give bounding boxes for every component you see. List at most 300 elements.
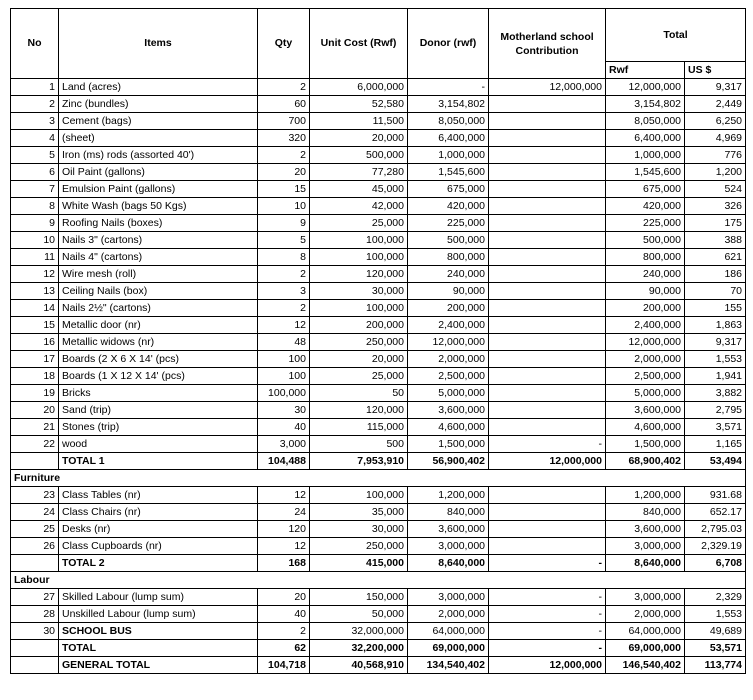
cell-donor: 2,000,000 (408, 351, 489, 368)
cell-qty: 9 (258, 215, 310, 232)
cell-unit-cost: 100,000 (310, 300, 408, 317)
cell-rwf: 146,540,402 (606, 657, 685, 674)
cell-rwf: 90,000 (606, 283, 685, 300)
cell-no: 27 (11, 589, 59, 606)
cell-rwf: 1,500,000 (606, 436, 685, 453)
cell-usd: 53,571 (685, 640, 746, 657)
cell-motherland (489, 283, 606, 300)
cell-no: 20 (11, 402, 59, 419)
cell-item: Cement (bags) (59, 113, 258, 130)
cell-item: Bricks (59, 385, 258, 402)
cell-no: 28 (11, 606, 59, 623)
cell-qty: 10 (258, 198, 310, 215)
cell-qty: 2 (258, 79, 310, 96)
cell-usd: 931.68 (685, 487, 746, 504)
table-row (11, 623, 746, 640)
cell-motherland (489, 521, 606, 538)
cell-rwf: 2,500,000 (606, 368, 685, 385)
cell-rwf: 2,000,000 (606, 606, 685, 623)
cell-qty: 700 (258, 113, 310, 130)
cell-donor: 8,050,000 (408, 113, 489, 130)
cell-donor: 3,600,000 (408, 402, 489, 419)
cell-motherland (489, 198, 606, 215)
cell-motherland (489, 385, 606, 402)
cell-usd: 6,708 (685, 555, 746, 572)
cell-usd: 4,969 (685, 130, 746, 147)
cell-motherland (489, 113, 606, 130)
cell-rwf: 4,600,000 (606, 419, 685, 436)
cell-qty: 100 (258, 368, 310, 385)
cell-qty: 12 (258, 538, 310, 555)
cell-unit-cost: 200,000 (310, 317, 408, 334)
cell-qty: 62 (258, 640, 310, 657)
cell-usd: 1,941 (685, 368, 746, 385)
cell-motherland (489, 419, 606, 436)
cell-unit-cost: 120,000 (310, 402, 408, 419)
cell-no (11, 555, 59, 572)
cell-no: 30 (11, 623, 59, 640)
cell-usd: 2,795 (685, 402, 746, 419)
cell-motherland (489, 334, 606, 351)
cell-no: 24 (11, 504, 59, 521)
cell-item: Class Chairs (nr) (59, 504, 258, 521)
cell-motherland (489, 164, 606, 181)
cell-motherland (489, 147, 606, 164)
cell-donor: 240,000 (408, 266, 489, 283)
table-row (11, 181, 746, 198)
cell-donor: 1,000,000 (408, 147, 489, 164)
cell-qty: 2 (258, 266, 310, 283)
cell-usd: 524 (685, 181, 746, 198)
cell-no: 16 (11, 334, 59, 351)
cell-rwf: 5,000,000 (606, 385, 685, 402)
cell-qty: 2 (258, 300, 310, 317)
table-row (11, 164, 746, 181)
cell-unit-cost: 35,000 (310, 504, 408, 521)
cell-unit-cost: 11,500 (310, 113, 408, 130)
cell-usd: 3,571 (685, 419, 746, 436)
cell-qty: 24 (258, 504, 310, 521)
table-row (11, 130, 746, 147)
cell-motherland (489, 300, 606, 317)
cell-unit-cost: 100,000 (310, 232, 408, 249)
section-row (11, 470, 746, 487)
table-row (11, 521, 746, 538)
cell-usd: 6,250 (685, 113, 746, 130)
cell-unit-cost: 40,568,910 (310, 657, 408, 674)
cell-donor: 69,000,000 (408, 640, 489, 657)
cell-unit-cost: 20,000 (310, 351, 408, 368)
cell-no: 22 (11, 436, 59, 453)
table-row (11, 606, 746, 623)
cell-unit-cost: 42,000 (310, 198, 408, 215)
cell-unit-cost: 115,000 (310, 419, 408, 436)
table-row (11, 249, 746, 266)
cell-qty: 104,488 (258, 453, 310, 470)
table-row (11, 351, 746, 368)
cell-unit-cost: 52,580 (310, 96, 408, 113)
cell-donor: 1,500,000 (408, 436, 489, 453)
cell-motherland (489, 232, 606, 249)
cell-qty: 40 (258, 606, 310, 623)
section-label: Labour (11, 572, 746, 589)
cell-qty: 60 (258, 96, 310, 113)
cell-usd: 175 (685, 215, 746, 232)
cell-item: TOTAL 2 (59, 555, 258, 572)
cell-donor: 4,600,000 (408, 419, 489, 436)
cell-qty: 3,000 (258, 436, 310, 453)
table-row (11, 266, 746, 283)
cell-donor: 420,000 (408, 198, 489, 215)
cell-qty: 320 (258, 130, 310, 147)
cell-item: Class Cupboards (nr) (59, 538, 258, 555)
table-row (11, 589, 746, 606)
cell-no: 2 (11, 96, 59, 113)
table-row (11, 96, 746, 113)
cell-unit-cost: 32,200,000 (310, 640, 408, 657)
cell-unit-cost: 25,000 (310, 368, 408, 385)
cell-item: Class Tables (nr) (59, 487, 258, 504)
cell-item: Metallic widows (nr) (59, 334, 258, 351)
cell-rwf: 3,600,000 (606, 402, 685, 419)
total-row (11, 555, 746, 572)
header-usd: US $ (685, 62, 746, 79)
cell-donor: 675,000 (408, 181, 489, 198)
header-no: No (11, 9, 59, 79)
cell-item: Boards (1 X 12 X 14' (pcs) (59, 368, 258, 385)
cell-motherland: 12,000,000 (489, 79, 606, 96)
cell-donor: 1,200,000 (408, 487, 489, 504)
cell-motherland: - (489, 606, 606, 623)
cell-usd: 621 (685, 249, 746, 266)
cell-motherland: - (489, 555, 606, 572)
cell-motherland (489, 368, 606, 385)
cell-unit-cost: 50 (310, 385, 408, 402)
cell-item: White Wash (bags 50 Kgs) (59, 198, 258, 215)
cell-donor: 90,000 (408, 283, 489, 300)
cell-unit-cost: 500 (310, 436, 408, 453)
cell-item: Metallic door (nr) (59, 317, 258, 334)
cell-motherland (489, 215, 606, 232)
table-row (11, 368, 746, 385)
cell-qty: 5 (258, 232, 310, 249)
table-row (11, 198, 746, 215)
cell-donor: 3,000,000 (408, 589, 489, 606)
cell-qty: 2 (258, 623, 310, 640)
cell-no: 10 (11, 232, 59, 249)
cell-usd: 2,795.03 (685, 521, 746, 538)
cell-unit-cost: 30,000 (310, 283, 408, 300)
cell-usd: 1,553 (685, 606, 746, 623)
cell-unit-cost: 100,000 (310, 249, 408, 266)
cell-motherland (489, 504, 606, 521)
cell-motherland (489, 538, 606, 555)
cell-rwf: 6,400,000 (606, 130, 685, 147)
cell-no: 3 (11, 113, 59, 130)
cell-motherland (489, 266, 606, 283)
cell-donor: 3,600,000 (408, 521, 489, 538)
cell-no: 4 (11, 130, 59, 147)
cell-rwf: 2,400,000 (606, 317, 685, 334)
cell-no (11, 657, 59, 674)
header-donor: Donor (rwf) (408, 9, 489, 79)
cell-item: Emulsion Paint (gallons) (59, 181, 258, 198)
cell-donor: 225,000 (408, 215, 489, 232)
table-row (11, 215, 746, 232)
cell-donor: 2,000,000 (408, 606, 489, 623)
cell-rwf: 1,200,000 (606, 487, 685, 504)
cell-rwf: 420,000 (606, 198, 685, 215)
cell-no: 25 (11, 521, 59, 538)
cell-qty: 104,718 (258, 657, 310, 674)
cell-usd: 186 (685, 266, 746, 283)
cell-motherland (489, 181, 606, 198)
cell-usd: 1,200 (685, 164, 746, 181)
cell-usd: 3,882 (685, 385, 746, 402)
cell-usd: 1,553 (685, 351, 746, 368)
cell-qty: 12 (258, 487, 310, 504)
cell-no: 1 (11, 79, 59, 96)
cell-unit-cost: 6,000,000 (310, 79, 408, 96)
cell-item: Iron (ms) rods (assorted 40') (59, 147, 258, 164)
cell-rwf: 1,545,600 (606, 164, 685, 181)
cell-rwf: 68,900,402 (606, 453, 685, 470)
cell-item: Roofing Nails (boxes) (59, 215, 258, 232)
table-row (11, 419, 746, 436)
cell-rwf: 800,000 (606, 249, 685, 266)
table-row (11, 334, 746, 351)
cell-unit-cost: 150,000 (310, 589, 408, 606)
cell-rwf: 240,000 (606, 266, 685, 283)
cell-no: 15 (11, 317, 59, 334)
section-label: Furniture (11, 470, 746, 487)
cell-item: Nails 4" (cartons) (59, 249, 258, 266)
total-row (11, 453, 746, 470)
cell-donor: 840,000 (408, 504, 489, 521)
cell-rwf: 69,000,000 (606, 640, 685, 657)
cell-unit-cost: 250,000 (310, 334, 408, 351)
table-row (11, 113, 746, 130)
table-row (11, 283, 746, 300)
table-row (11, 147, 746, 164)
cell-item: TOTAL (59, 640, 258, 657)
cell-usd: 2,449 (685, 96, 746, 113)
cell-usd: 1,863 (685, 317, 746, 334)
header-qty: Qty (258, 9, 310, 79)
cell-donor: - (408, 79, 489, 96)
header-motherland: Motherland school Contribution (489, 9, 606, 79)
cell-donor: 3,000,000 (408, 538, 489, 555)
cell-usd: 388 (685, 232, 746, 249)
cell-motherland: - (489, 640, 606, 657)
cell-item: Skilled Labour (lump sum) (59, 589, 258, 606)
cell-motherland (489, 130, 606, 147)
cell-donor: 1,545,600 (408, 164, 489, 181)
cell-usd: 326 (685, 198, 746, 215)
cell-donor: 56,900,402 (408, 453, 489, 470)
cell-usd: 1,165 (685, 436, 746, 453)
cell-no (11, 453, 59, 470)
total-row (11, 657, 746, 674)
cell-item: Nails 3" (cartons) (59, 232, 258, 249)
cell-donor: 12,000,000 (408, 334, 489, 351)
cell-item: Stones (trip) (59, 419, 258, 436)
cell-qty: 30 (258, 402, 310, 419)
cell-donor: 3,154,802 (408, 96, 489, 113)
cell-item: wood (59, 436, 258, 453)
table-body (11, 79, 746, 674)
cell-rwf: 1,000,000 (606, 147, 685, 164)
cell-motherland: - (489, 436, 606, 453)
cell-motherland (489, 96, 606, 113)
cell-motherland (489, 487, 606, 504)
cell-rwf: 12,000,000 (606, 79, 685, 96)
cell-rwf: 3,000,000 (606, 538, 685, 555)
cell-qty: 8 (258, 249, 310, 266)
cell-qty: 100,000 (258, 385, 310, 402)
cell-rwf: 675,000 (606, 181, 685, 198)
cell-motherland: 12,000,000 (489, 453, 606, 470)
table-row (11, 487, 746, 504)
cell-no: 26 (11, 538, 59, 555)
cell-rwf: 2,000,000 (606, 351, 685, 368)
cell-motherland (489, 249, 606, 266)
cell-no (11, 640, 59, 657)
cell-usd: 2,329 (685, 589, 746, 606)
budget-table (10, 8, 746, 674)
cell-no: 18 (11, 368, 59, 385)
cell-usd: 70 (685, 283, 746, 300)
cell-unit-cost: 20,000 (310, 130, 408, 147)
cell-qty: 20 (258, 589, 310, 606)
cell-rwf: 3,154,802 (606, 96, 685, 113)
cell-donor: 500,000 (408, 232, 489, 249)
cell-motherland (489, 402, 606, 419)
cell-item: Sand (trip) (59, 402, 258, 419)
cell-unit-cost: 100,000 (310, 487, 408, 504)
cell-motherland (489, 317, 606, 334)
cell-rwf: 200,000 (606, 300, 685, 317)
cell-donor: 8,640,000 (408, 555, 489, 572)
cell-rwf: 12,000,000 (606, 334, 685, 351)
cell-qty: 2 (258, 147, 310, 164)
cell-usd: 53,494 (685, 453, 746, 470)
cell-motherland: - (489, 589, 606, 606)
cell-qty: 100 (258, 351, 310, 368)
cell-rwf: 500,000 (606, 232, 685, 249)
cell-donor: 134,540,402 (408, 657, 489, 674)
cell-item: Oil Paint (gallons) (59, 164, 258, 181)
cell-no: 5 (11, 147, 59, 164)
table-row (11, 402, 746, 419)
cell-rwf: 3,600,000 (606, 521, 685, 538)
cell-motherland (489, 351, 606, 368)
cell-no: 6 (11, 164, 59, 181)
cell-no: 11 (11, 249, 59, 266)
cell-unit-cost: 415,000 (310, 555, 408, 572)
cell-no: 9 (11, 215, 59, 232)
header-unit-cost: Unit Cost (Rwf) (310, 9, 408, 79)
cell-qty: 3 (258, 283, 310, 300)
cell-unit-cost: 7,953,910 (310, 453, 408, 470)
table-row (11, 385, 746, 402)
cell-usd: 113,774 (685, 657, 746, 674)
table-row (11, 436, 746, 453)
cell-item: Zinc (bundles) (59, 96, 258, 113)
cell-no: 8 (11, 198, 59, 215)
cell-item: TOTAL 1 (59, 453, 258, 470)
header-total: Total (606, 9, 746, 62)
table-row (11, 300, 746, 317)
cell-usd: 652.17 (685, 504, 746, 521)
cell-usd: 2,329.19 (685, 538, 746, 555)
cell-unit-cost: 50,000 (310, 606, 408, 623)
cell-no: 17 (11, 351, 59, 368)
cell-usd: 9,317 (685, 79, 746, 96)
cell-unit-cost: 30,000 (310, 521, 408, 538)
cell-item: (sheet) (59, 130, 258, 147)
cell-item: Boards (2 X 6 X 14' (pcs) (59, 351, 258, 368)
cell-rwf: 840,000 (606, 504, 685, 521)
cell-rwf: 3,000,000 (606, 589, 685, 606)
header-rwf: Rwf (606, 62, 685, 79)
cell-no: 14 (11, 300, 59, 317)
cell-donor: 5,000,000 (408, 385, 489, 402)
cell-usd: 155 (685, 300, 746, 317)
cell-item: Land (acres) (59, 79, 258, 96)
cell-no: 23 (11, 487, 59, 504)
cell-donor: 64,000,000 (408, 623, 489, 640)
cell-unit-cost: 32,000,000 (310, 623, 408, 640)
cell-unit-cost: 120,000 (310, 266, 408, 283)
cell-rwf: 64,000,000 (606, 623, 685, 640)
cell-unit-cost: 77,280 (310, 164, 408, 181)
cell-unit-cost: 45,000 (310, 181, 408, 198)
cell-item: GENERAL TOTAL (59, 657, 258, 674)
cell-unit-cost: 250,000 (310, 538, 408, 555)
cell-item: Ceiling Nails (box) (59, 283, 258, 300)
table-row (11, 538, 746, 555)
table-row (11, 504, 746, 521)
total-row (11, 640, 746, 657)
cell-donor: 2,400,000 (408, 317, 489, 334)
cell-unit-cost: 500,000 (310, 147, 408, 164)
cell-item: Nails 2½" (cartons) (59, 300, 258, 317)
cell-item: Unskilled Labour (lump sum) (59, 606, 258, 623)
section-row (11, 572, 746, 589)
cell-item: Desks (nr) (59, 521, 258, 538)
cell-qty: 20 (258, 164, 310, 181)
cell-qty: 168 (258, 555, 310, 572)
cell-no: 13 (11, 283, 59, 300)
cell-usd: 9,317 (685, 334, 746, 351)
cell-motherland: 12,000,000 (489, 657, 606, 674)
table-row (11, 232, 746, 249)
cell-item: Wire mesh (roll) (59, 266, 258, 283)
cell-donor: 2,500,000 (408, 368, 489, 385)
cell-usd: 776 (685, 147, 746, 164)
cell-rwf: 8,050,000 (606, 113, 685, 130)
cell-donor: 6,400,000 (408, 130, 489, 147)
cell-donor: 200,000 (408, 300, 489, 317)
cell-qty: 12 (258, 317, 310, 334)
cell-qty: 120 (258, 521, 310, 538)
cell-item: SCHOOL BUS (59, 623, 258, 640)
table-row (11, 317, 746, 334)
cell-rwf: 225,000 (606, 215, 685, 232)
cell-usd: 49,689 (685, 623, 746, 640)
cell-motherland: - (489, 623, 606, 640)
